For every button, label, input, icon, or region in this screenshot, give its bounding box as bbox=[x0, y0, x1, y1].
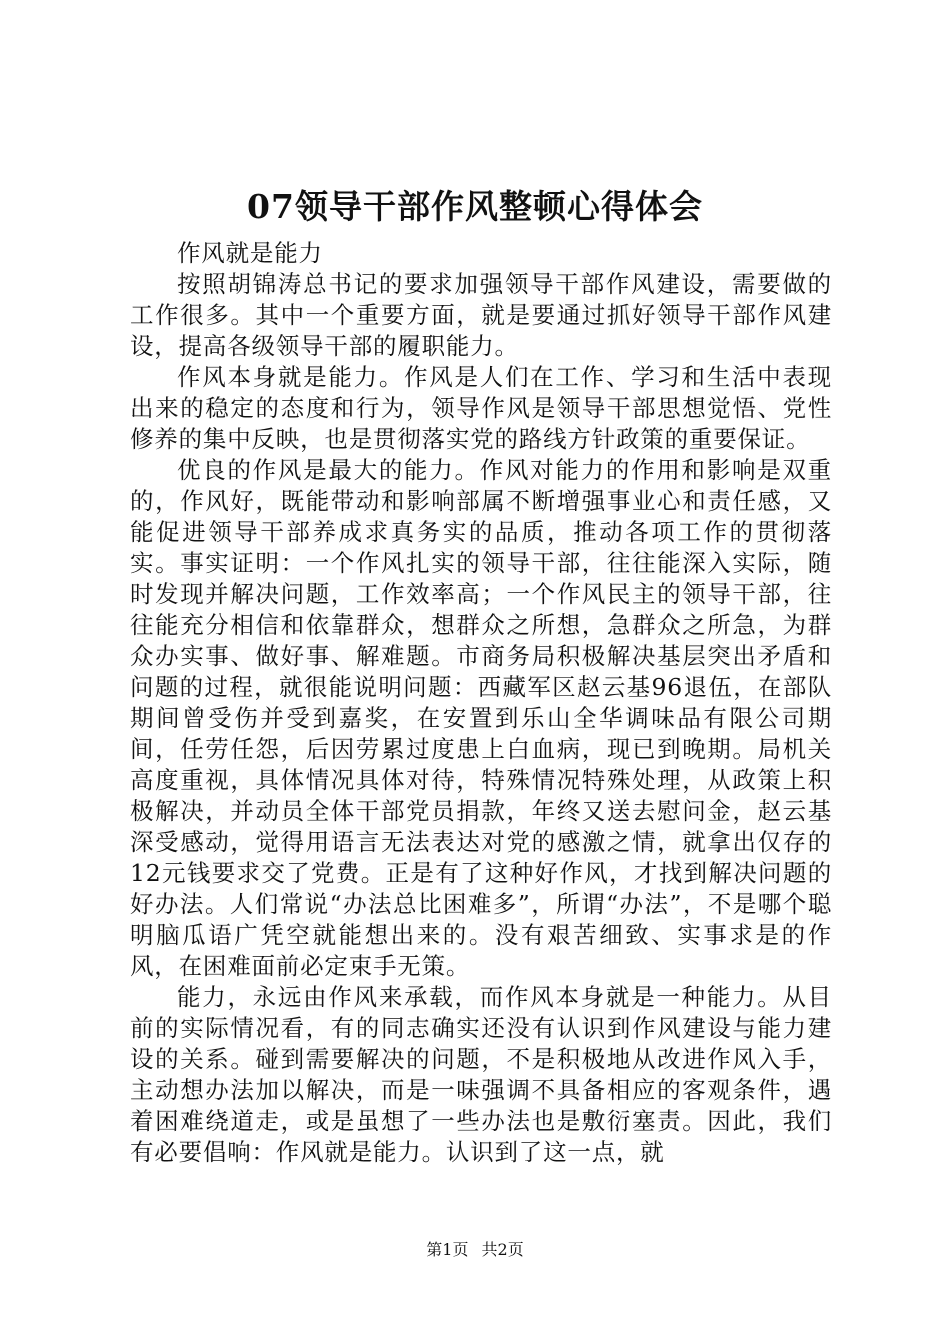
section-heading: 作风就是能力 bbox=[177, 239, 323, 267]
document-title: 07领导干部作风整顿心得体会 bbox=[247, 187, 703, 226]
page-number: 第1页 bbox=[426, 1240, 469, 1259]
paragraph-2: 作风本身就是能力。作风是人们在工作、学习和生活中表现出来的稳定的态度和行为，领导作风是领导干部思想觉悟、党性修养的集中反映，也是贯彻落实党的路线方针政策的重要保证。 bbox=[130, 363, 832, 453]
paragraph-4: 能力，永远由作风来承载，而作风本身就是一种能力。从目前的实际情况看，有的同志确实还没有认识到作风建设与能力建设的关系。碰到需要解决的问题，不是积极地从改进作风入手，主动想办法加以解决，而是一味强调不具备相应的客观条件，遇着困难绕道走，或是虽想了一些办法也是敷衍塞责。因此，我们有必要倡响：作风就是能力。认识到了这一点，就 bbox=[130, 983, 832, 1166]
paragraph-3: 优良的作风是最大的能力。作风对能力的作用和影响是双重的，作风好，既能带动和影响部属不断增强事业心和责任感，又能促进领导干部养成求真务实的品质，推动各项工作的贯彻落实。事实证明：一个作风扎实的领导干部，往往能深入实际，随时发现并解决问题，工作效率高；一个作风民主的领导干部，往往能充分相信和依靠群众，想群众之所想，急群众之所急，为群众办实事、做好事、解难题。市商务局积极解决基层突出矛盾和问题的过程，就很能说明问题：西藏军区赵云基96退伍，在部队期间曾受伤并受到嘉奖，在安置到乐山全华调味品有限公司期间，任劳任怨，后因劳累过度患上白血病，现已到晚期。局机关高度重视，具体情况具体对待，特殊情况特殊处理，从政策上积极解决，并动员全体干部党员捐款，年终又送去慰问金，赵云基深受感动，觉得用语言无法表达对党的感激之情，就拿出仅存的12元钱要求交了党费。正是有了这种好作风，才找到解决问题的好办法。人们常说“办法总比困难多”，所谓“办法”，不是哪个聪明脑瓜语广凭空就能想出来的。没有艰苦细致、实事求是的作风，在困难面前必定束手无策。 bbox=[130, 456, 832, 980]
document-body bbox=[130, 238, 832, 1168]
paragraph-1: 按照胡锦涛总书记的要求加强领导干部作风建设，需要做的工作很多。其中一个重要方面，就是要通过抓好领导干部作风建设，提高各级领导干部的履职能力。 bbox=[130, 270, 832, 360]
page-footer bbox=[0, 1239, 950, 1261]
page-total: 共2页 bbox=[481, 1240, 524, 1259]
